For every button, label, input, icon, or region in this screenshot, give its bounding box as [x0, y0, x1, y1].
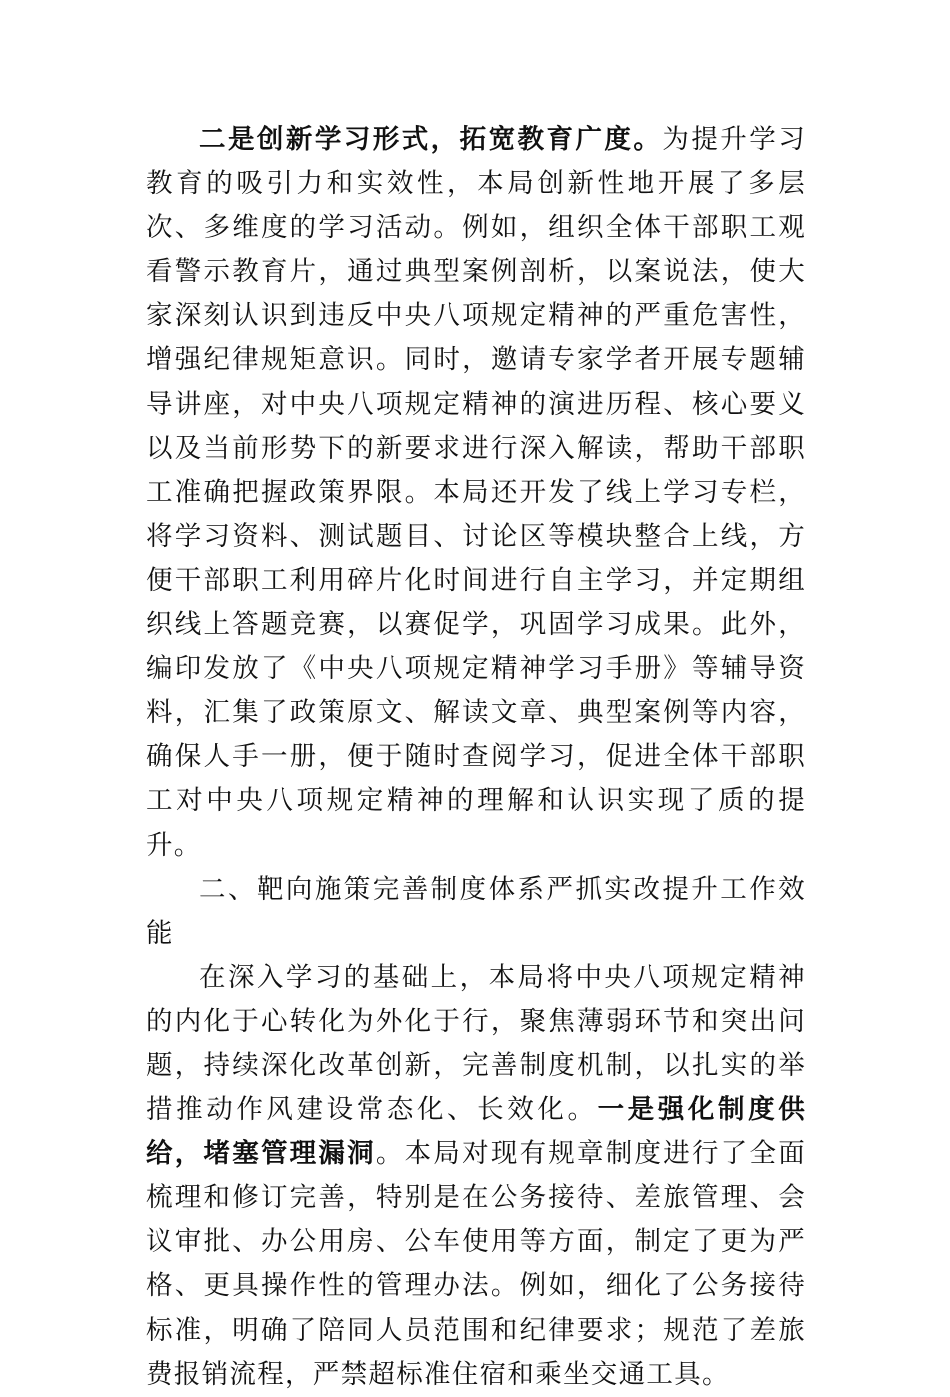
paragraph-text-after: 。本局对现有规章制度进行了全面梳理和修订完善，特别是在公务接待、差旅管理、会议审批、办公用房、公车使用等方面，制定了更为严格、更具操作性的管理办法。例如，细化了公务接待标准，明确了陪同人员范围和纪律要求；规范了差旅费报销流程，严禁超标准住宿和乘坐交通工具。: [146, 1138, 806, 1390]
paragraph-institution-building: [146, 956, 806, 1397]
paragraph-learning-forms: [146, 118, 806, 868]
paragraph-text: 为提升学习教育的吸引力和实效性，本局创新性地开展了多层次、多维度的学习活动。例如，组织全体干部职工观看警示教育片，通过典型案例剖析，以案说法，使大家深刻认识到违反中央八项规定精神的严重危害性，增强纪律规矩意识。同时，邀请专家学者开展专题辅导讲座，对中央八项规定精神的演进历程、核心要义以及当前形势下的新要求进行深入解读，帮助干部职工准确把握政策界限。本局还开发了线上学习专栏，将学习资料、测试题目、讨论区等模块整合上线，方便干部职工利用碎片化时间进行自主学习，并定期组织线上答题竞赛，以赛促学，巩固学习成果。此外，编印发放了《中央八项规定精神学习手册》等辅导资料，汇集了政策原文、解读文章、典型案例等内容，确保人手一册，便于随时查阅学习，促进全体干部职工对中央八项规定精神的理解和认识实现了质的提升。: [146, 124, 806, 861]
paragraph-lead-bold: 二是创新学习形式，拓宽教育广度。: [199, 124, 663, 155]
section-heading: 二、靶向施策完善制度体系严抓实改提升工作效能: [146, 873, 806, 949]
paragraph-text-before: 在深入学习的基础上，本局将中央八项规定精神的内化于心转化为外化于行，聚焦薄弱环节和突出问题，持续深化改革创新，完善制度机制，以扎实的举措推动作风建设常态化、长效化。: [146, 961, 806, 1126]
paragraph-inline-bold: 一是强化制度供给，堵塞管理漏洞: [146, 1094, 807, 1170]
document-body: [146, 118, 806, 1397]
